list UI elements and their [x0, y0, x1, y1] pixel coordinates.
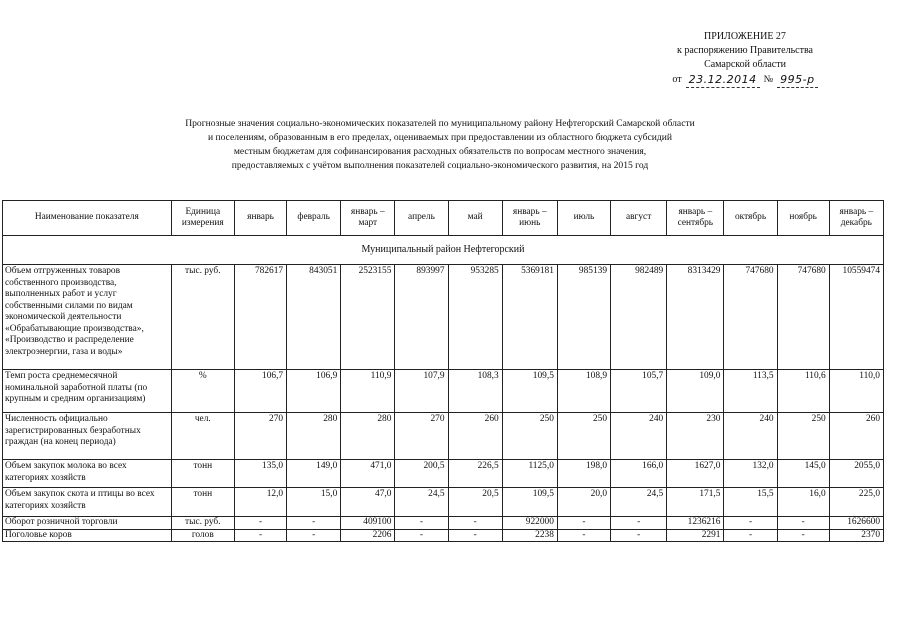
header-apr: апрель [395, 201, 448, 236]
header-row [3, 201, 884, 236]
section-row [3, 236, 884, 265]
cell-value: - [777, 529, 829, 542]
cell-value: 109,5 [502, 370, 557, 413]
cell-value: 240 [724, 413, 777, 460]
cell-value: 747680 [777, 265, 829, 370]
cell-value: - [557, 529, 610, 542]
cell-value: - [234, 517, 286, 530]
header-aug: август [611, 201, 667, 236]
cell-value: 1626600 [829, 517, 883, 530]
cell-value: 132,0 [724, 460, 777, 488]
cell-value: 1236216 [667, 517, 724, 530]
cell-value: 1125,0 [502, 460, 557, 488]
table-row [3, 460, 884, 488]
cell-value: 270 [395, 413, 448, 460]
cell-value: - [448, 517, 502, 530]
cell-value: 10559474 [829, 265, 883, 370]
header-oct: октябрь [724, 201, 777, 236]
cell-value: 240 [611, 413, 667, 460]
header-may: май [448, 201, 502, 236]
row-name: Поголовье коров [3, 529, 172, 542]
cell-value: 200,5 [395, 460, 448, 488]
cell-value: 2370 [829, 529, 883, 542]
cell-value: 20,5 [448, 488, 502, 517]
cell-value: 108,3 [448, 370, 502, 413]
cell-value: 16,0 [777, 488, 829, 517]
cell-value: 2523155 [341, 265, 395, 370]
cell-value: 225,0 [829, 488, 883, 517]
row-unit: тонн [171, 460, 234, 488]
header-jan-sep: январь – сентябрь [667, 201, 724, 236]
cell-value: 280 [287, 413, 341, 460]
cell-value: 110,0 [829, 370, 883, 413]
cell-value: 8313429 [667, 265, 724, 370]
cell-value: - [611, 529, 667, 542]
cell-value: 145,0 [777, 460, 829, 488]
cell-value: 110,9 [341, 370, 395, 413]
cell-value: 15,5 [724, 488, 777, 517]
appendix-date-line [640, 73, 850, 88]
cell-value: 985139 [557, 265, 610, 370]
heading-line-4: предоставляемых с учётом выполнения показателей социально-экономического развития, на 2015 год [231, 160, 649, 171]
cell-value: 2291 [667, 529, 724, 542]
cell-value: 171,5 [667, 488, 724, 517]
row-name: Объем отгруженных товаров собственного производства, выполненных работ и услуг собственными силами по видам экономической деятельности «Обрабатывающие производства», «Производство и распределение электроэнергии, газа и воды» [3, 265, 172, 370]
header-nov: ноябрь [777, 201, 829, 236]
from-label: от [672, 74, 682, 85]
cell-value: 270 [234, 413, 286, 460]
row-name: Объем закупок скота и птицы во всех категориях хозяйств [3, 488, 172, 517]
cell-value: - [448, 529, 502, 542]
cell-value: 113,5 [724, 370, 777, 413]
cell-value: 280 [341, 413, 395, 460]
indicators-table [2, 200, 884, 542]
cell-value: - [234, 529, 286, 542]
cell-value: 2055,0 [829, 460, 883, 488]
cell-value: 135,0 [234, 460, 286, 488]
heading-line-3: местным бюджетам для софинансирования расходных обязательств по вопросам местного значения, [233, 146, 647, 157]
cell-value: - [557, 517, 610, 530]
cell-value: 107,9 [395, 370, 448, 413]
cell-value: 1627,0 [667, 460, 724, 488]
row-unit: тонн [171, 488, 234, 517]
header-feb: февраль [287, 201, 341, 236]
cell-value: 109,5 [502, 488, 557, 517]
cell-value: - [287, 529, 341, 542]
cell-value: 982489 [611, 265, 667, 370]
cell-value: 15,0 [287, 488, 341, 517]
cell-value: 250 [557, 413, 610, 460]
table-row [3, 265, 884, 370]
cell-value: 2206 [341, 529, 395, 542]
row-name: Численность официально зарегистрированных безработных граждан (на конец периода) [3, 413, 172, 460]
cell-value: 105,7 [611, 370, 667, 413]
cell-value: - [777, 517, 829, 530]
table-row [3, 413, 884, 460]
header-unit: Единица измерения [171, 201, 234, 236]
cell-value: 230 [667, 413, 724, 460]
cell-value: - [395, 529, 448, 542]
document-heading [60, 117, 820, 173]
cell-value: 47,0 [341, 488, 395, 517]
row-unit: тыс. руб. [171, 517, 234, 530]
appendix-region-line: Самарской области [704, 59, 786, 70]
section-title: Муниципальный район Нефтегорский [3, 236, 884, 265]
row-name: Темп роста среднемесячной номинальной заработной платы (по крупным и средним организациям) [3, 370, 172, 413]
header-jan-mar: январь – март [341, 201, 395, 236]
cell-value: - [395, 517, 448, 530]
cell-value: 109,0 [667, 370, 724, 413]
cell-value: - [287, 517, 341, 530]
heading-line-2: и поселениям, образованным в его пределах, оцениваемых при предоставлении из областного бюджета субсидий [207, 132, 673, 143]
number-label: № [763, 74, 774, 85]
cell-value: 108,9 [557, 370, 610, 413]
cell-value: - [724, 529, 777, 542]
cell-value: 226,5 [448, 460, 502, 488]
cell-value: 250 [502, 413, 557, 460]
appendix-title: ПРИЛОЖЕНИЕ 27 [704, 31, 786, 42]
cell-value: 782617 [234, 265, 286, 370]
cell-value: 747680 [724, 265, 777, 370]
cell-value: 24,5 [395, 488, 448, 517]
cell-value: 24,5 [611, 488, 667, 517]
row-name: Оборот розничной торговли [3, 517, 172, 530]
header-jan: январь [234, 201, 286, 236]
appendix-block [640, 30, 850, 88]
cell-value: 843051 [287, 265, 341, 370]
cell-value: 198,0 [557, 460, 610, 488]
header-jan-jun: январь – июнь [502, 201, 557, 236]
cell-value: 106,9 [287, 370, 341, 413]
cell-value: 2238 [502, 529, 557, 542]
order-number: 995-р [777, 73, 817, 88]
cell-value: 409100 [341, 517, 395, 530]
header-jan-dec: январь – декабрь [829, 201, 883, 236]
cell-value: 20,0 [557, 488, 610, 517]
order-date: 23.12.2014 [686, 73, 760, 88]
appendix-order-line: к распоряжению Правительства [676, 45, 813, 56]
row-unit: % [171, 370, 234, 413]
cell-value: 260 [448, 413, 502, 460]
row-unit: чел. [171, 413, 234, 460]
cell-value: 953285 [448, 265, 502, 370]
table-row [3, 529, 884, 542]
table-row [3, 370, 884, 413]
heading-line-1: Прогнозные значения социально-экономических показателей по муниципальному району Нефтегорский Самарской области [185, 118, 695, 129]
cell-value: 166,0 [611, 460, 667, 488]
cell-value: 149,0 [287, 460, 341, 488]
row-unit: тыс. руб. [171, 265, 234, 370]
header-name: Наименование показателя [3, 201, 172, 236]
cell-value: 893997 [395, 265, 448, 370]
cell-value: 471,0 [341, 460, 395, 488]
cell-value: 12,0 [234, 488, 286, 517]
table-row [3, 488, 884, 517]
cell-value: - [611, 517, 667, 530]
row-name: Объем закупок молока во всех категориях хозяйств [3, 460, 172, 488]
cell-value: - [724, 517, 777, 530]
row-unit: голов [171, 529, 234, 542]
cell-value: 106,7 [234, 370, 286, 413]
cell-value: 260 [829, 413, 883, 460]
cell-value: 250 [777, 413, 829, 460]
table-row [3, 517, 884, 530]
cell-value: 5369181 [502, 265, 557, 370]
header-jul: июль [557, 201, 610, 236]
cell-value: 110,6 [777, 370, 829, 413]
cell-value: 922000 [502, 517, 557, 530]
